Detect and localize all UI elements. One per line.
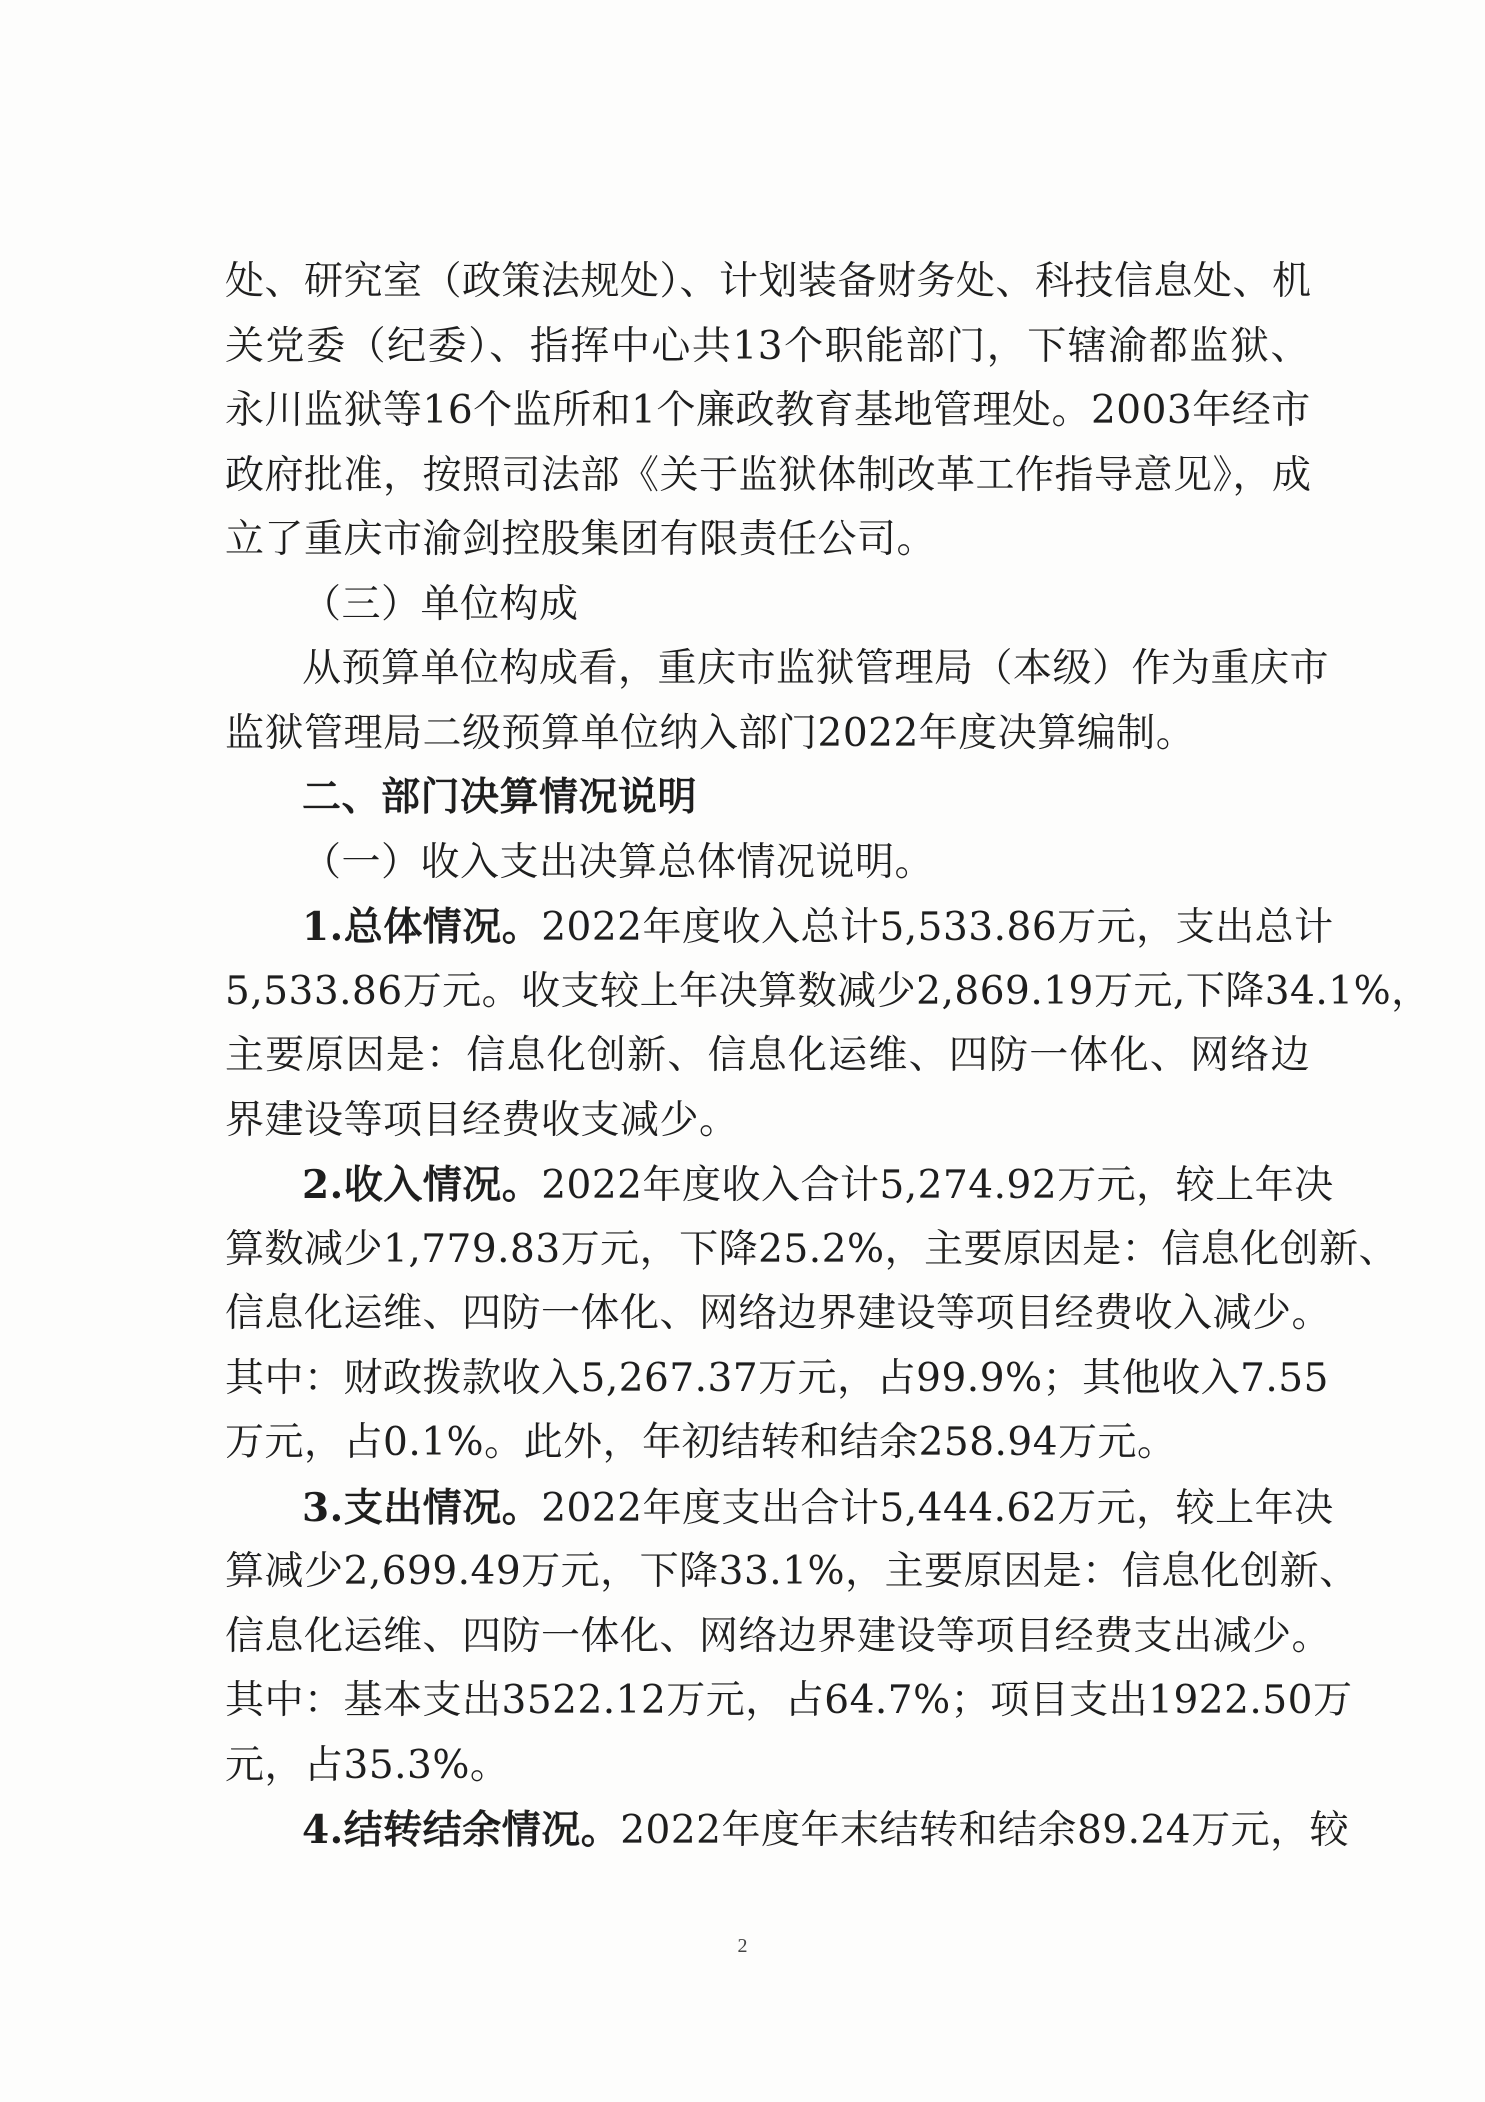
section-heading-final-accounts: 二、部门决算情况说明 [302, 775, 698, 820]
page-number: 2 [737, 1935, 748, 1957]
item-carryover-first-line [225, 1798, 1350, 1863]
text-line: 关党委（纪委）、指挥中心共13个职能部门，下辖渝都监狱、 [225, 323, 1310, 369]
text-line: 界建设等项目经费收支减少。 [225, 1097, 739, 1143]
text-line: 元，占35.3%。 [225, 1742, 510, 1788]
text-line: 监狱管理局二级预算单位纳入部门2022年度决算编制。 [225, 710, 1196, 756]
item-income-label: 2.收入情况。 [302, 1162, 542, 1208]
item-overall-label: 1.总体情况。 [302, 904, 542, 950]
text-line: 其中：财政拨款收入5,267.37万元，占99.9%；其他收入7.55 [225, 1355, 1329, 1401]
item-overall-first-line [225, 895, 1334, 960]
text-line: 算数减少1,779.83万元，下降25.2%，主要原因是：信息化创新、 [225, 1226, 1399, 1272]
item-expense-text: 2022年度支出合计5,444.62万元，较上年决 [541, 1485, 1334, 1531]
text-line: 其中：基本支出3522.12万元，占64.7%；项目支出1922.50万 [225, 1678, 1353, 1723]
text-line: 算减少2,699.49万元，下降33.1%，主要原因是：信息化创新、 [225, 1549, 1359, 1594]
text-line: 政府批准，按照司法部《关于监狱体制改革工作指导意见》，成 [225, 452, 1312, 498]
item-income-first-line [225, 1153, 1334, 1218]
text-line: 信息化运维、四防一体化、网络边界建设等项目经费收入减少。 [225, 1291, 1332, 1336]
subsection-heading-income-expense: （一）收入支出决算总体情况说明。 [302, 839, 935, 885]
item-expense-first-line [225, 1476, 1334, 1541]
section-heading-unit-composition: （三）单位构成 [302, 581, 579, 627]
item-overall-text: 2022年度收入总计5,533.86万元，支出总计 [541, 905, 1334, 950]
text-line: 永川监狱等16个监所和1个廉政教育基地管理处。2003年经市 [225, 388, 1311, 433]
text-line: 立了重庆市渝剑控股集团有限责任公司。 [225, 517, 937, 562]
text-line: 5,533.86万元。收支较上年决算数减少2,869.19万元,下降34.1%， [225, 968, 1431, 1014]
item-carryover-label: 4.结转结余情况。 [302, 1807, 621, 1853]
item-income-text: 2022年度收入合计5,274.92万元，较上年决 [541, 1163, 1334, 1208]
document-body [225, 250, 1431, 1863]
item-carryover-text: 2022年度年末结转和结余89.24万元，较 [620, 1808, 1350, 1853]
text-line: 信息化运维、四防一体化、网络边界建设等项目经费支出减少。 [225, 1613, 1332, 1659]
text-line: 主要原因是：信息化创新、信息化运维、四防一体化、网络边 [225, 1033, 1310, 1078]
text-line: 万元，占0.1%。此外，年初结转和结余258.94万元。 [225, 1420, 1177, 1465]
text-line: 处、研究室（政策法规处）、计划装备财务处、科技信息处、机 [225, 259, 1312, 304]
text-line: 从预算单位构成看，重庆市监狱管理局（本级）作为重庆市 [302, 646, 1330, 691]
item-expense-label: 3.支出情况。 [302, 1484, 542, 1531]
